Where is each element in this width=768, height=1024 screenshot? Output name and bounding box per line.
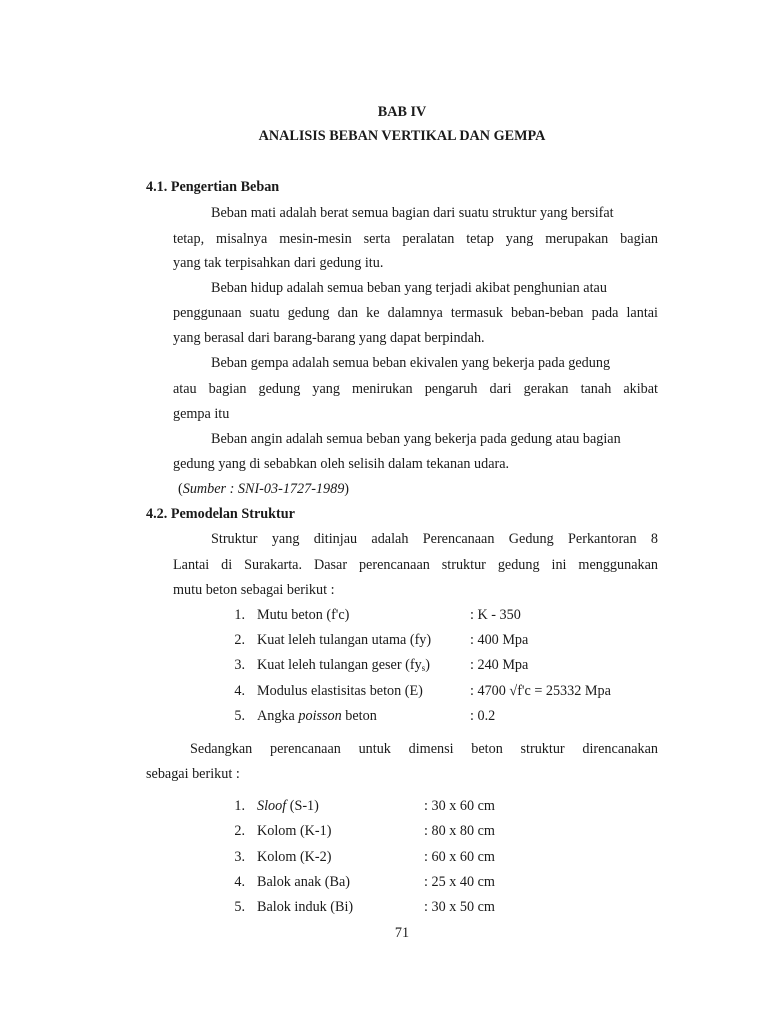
paragraph-line: Beban gempa adalah semua beban ekivalen yang bekerja pada gedung bbox=[211, 355, 611, 371]
paragraph-line: Struktur yang ditinjau adalah Perencanaan Gedung Perkantoran 8 bbox=[211, 531, 658, 547]
list-item-label: Kolom (K-2) bbox=[257, 849, 332, 865]
paragraph-line: tetap, misalnya mesin-mesin serta peralatan tetap yang merupakan bagian bbox=[173, 231, 658, 247]
list-number: 5. bbox=[234, 708, 245, 724]
paragraph-line: atau bagian gedung yang menirukan pengaruh dari gerakan tanah akibat bbox=[173, 381, 658, 397]
list-item-value: : K - 350 bbox=[470, 607, 521, 623]
paragraph-line: Beban mati adalah berat semua bagian dari suatu struktur yang bersifat bbox=[211, 205, 614, 221]
list-number: 4. bbox=[234, 683, 245, 699]
list-item-label: Kuat leleh tulangan utama (fy) bbox=[257, 632, 432, 648]
list-number: 5. bbox=[234, 899, 245, 915]
list-item-label: Sloof (S-1) bbox=[257, 798, 319, 814]
paragraph-line: mutu beton sebagai berikut : bbox=[173, 582, 335, 598]
paragraph-line: gedung yang di sebabkan oleh selisih dalam tekanan udara. bbox=[173, 456, 510, 472]
list-item-value: : 60 x 60 cm bbox=[424, 849, 495, 865]
list-number: 3. bbox=[234, 657, 245, 673]
list-number: 3. bbox=[234, 849, 245, 865]
list-item-label: Angka poisson beton bbox=[257, 708, 377, 724]
list-item-label: Modulus elastisitas beton (E) bbox=[257, 683, 423, 699]
paragraph-line: Beban hidup adalah semua beban yang terjadi akibat penghunian atau bbox=[211, 280, 607, 296]
paragraph-line: yang tak terpisahkan dari gedung itu. bbox=[173, 255, 384, 271]
paragraph-line: Beban angin adalah semua beban yang bekerja pada gedung atau bagian bbox=[211, 431, 621, 447]
list-number: 2. bbox=[234, 632, 245, 648]
list-item-value: : 30 x 60 cm bbox=[424, 798, 495, 814]
list-item-value: : 80 x 80 cm bbox=[424, 823, 495, 839]
paragraph-line: yang berasal dari barang-barang yang dapat berpindah. bbox=[173, 330, 485, 346]
list-item-value: : 0.2 bbox=[470, 708, 496, 724]
page-number: 71 bbox=[394, 925, 410, 941]
list-item-value: : 25 x 40 cm bbox=[424, 874, 495, 890]
chapter-title: ANALISIS BEBAN VERTIKAL DAN GEMPA bbox=[258, 128, 546, 144]
list-item-label: Balok anak (Ba) bbox=[257, 874, 350, 890]
section-heading-4-2: 4.2. Pemodelan Struktur bbox=[146, 506, 295, 522]
source-citation: (Sumber : SNI-03-1727-1989) bbox=[178, 481, 350, 497]
list-item-label: Kuat leleh tulangan geser $(fy_s)$ bbox=[257, 657, 430, 673]
list-item-label: Mutu beton (f'c) bbox=[257, 607, 350, 623]
list-number: 1. bbox=[234, 607, 245, 623]
list-item-value: : 400 Mpa bbox=[470, 632, 529, 648]
list-number: 1. bbox=[234, 798, 245, 814]
list-item-value: : 240 Mpa bbox=[470, 657, 529, 673]
list-item-value: : 4700 √f'c = 25332 Mpa bbox=[470, 683, 611, 699]
list-item-value: : 30 x 50 cm bbox=[424, 899, 495, 915]
list-item-label: Balok induk (Bi) bbox=[257, 899, 354, 915]
list-number: 4. bbox=[234, 874, 245, 890]
paragraph-line: gempa itu bbox=[173, 406, 230, 422]
chapter-number: BAB IV bbox=[377, 104, 427, 120]
paragraph-line: Lantai di Surakarta. Dasar perencanaan struktur gedung ini menggunakan bbox=[173, 557, 658, 573]
paragraph-line: sebagai berikut : bbox=[146, 766, 240, 782]
list-item-label: Kolom (K-1) bbox=[257, 823, 332, 839]
list-number: 2. bbox=[234, 823, 245, 839]
paragraph-line: penggunaan suatu gedung dan ke dalamnya termasuk beban-beban pada lantai bbox=[173, 305, 658, 321]
paragraph-line: Sedangkan perencanaan untuk dimensi beton struktur direncanakan bbox=[190, 741, 658, 757]
section-heading-4-1: 4.1. Pengertian Beban bbox=[146, 179, 280, 195]
